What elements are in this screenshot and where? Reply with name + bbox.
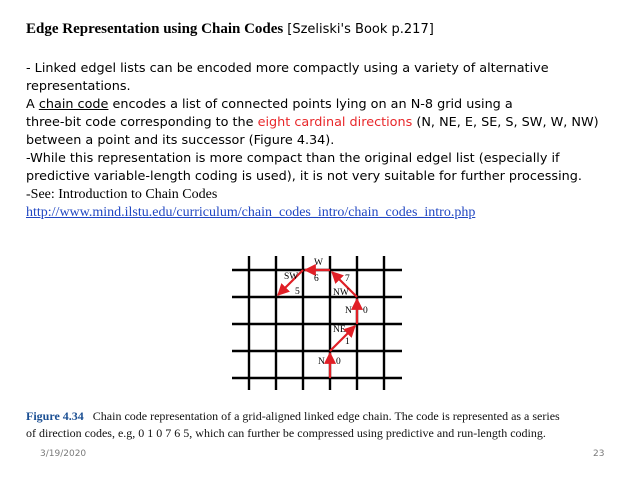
label-1: 1 <box>345 337 350 347</box>
caption-text-1: Chain code representation of a grid-aligned linked edge chain. The code is represented as a series <box>92 409 560 423</box>
title-reference: [Szeliski's Book p.217] <box>287 22 434 37</box>
body-line-3-suffix: encodes a list of connected points lying on an N-8 grid using a <box>108 97 513 112</box>
cardinal-directions-highlight: eight cardinal directions <box>257 115 413 130</box>
label-0-upper: 0 <box>363 306 368 316</box>
chain-code-figure <box>220 248 420 398</box>
label-ne: NE <box>333 325 346 335</box>
label-n-lower: N <box>318 357 325 367</box>
label-nw: NW <box>333 288 349 298</box>
label-n-upper: N <box>345 306 352 316</box>
caption-line-2: of direction codes, e.g, 0 1 0 7 6 5, which can further be compressed using predictive and run-length coding. <box>26 426 546 440</box>
body-line-3-prefix: A <box>26 97 39 112</box>
body-line-3 <box>26 96 513 114</box>
body-line-4 <box>26 114 599 132</box>
figure-caption <box>26 408 560 442</box>
label-5: 5 <box>295 287 300 297</box>
chain-codes-link-row <box>26 204 475 222</box>
label-7: 7 <box>345 274 350 284</box>
footer-date: 3/19/2020 <box>40 449 87 459</box>
title-text: Edge Representation using Chain Codes <box>26 21 284 37</box>
body-line-4-prefix: three-bit code corresponding to the <box>26 115 258 130</box>
label-0-lower: 0 <box>336 357 341 367</box>
body-line-2: representations. <box>26 79 131 94</box>
chain-codes-link[interactable]: http://www.mind.ilstu.edu/curriculum/chain_codes_intro/chain_codes_intro.php <box>26 205 476 220</box>
caption-label: Figure 4.34 <box>26 409 84 423</box>
page-number: 23 <box>593 449 605 459</box>
body-line-4-suffix: (N, NE, E, SE, S, SW, W, NW) <box>412 115 599 130</box>
body-line-7: predictive variable-length coding is used), it is not very suitable for further processing. <box>26 169 582 184</box>
body-line-5: between a point and its successor (Figure 4.34). <box>26 133 335 148</box>
caption-line-1 <box>26 408 560 425</box>
body-line-6: -While this representation is more compact than the original edgel list (especially if <box>26 151 560 166</box>
see-also-line: -See: Introduction to Chain Codes <box>26 187 218 202</box>
label-6: 6 <box>314 274 319 284</box>
slide-title <box>26 20 434 38</box>
label-w: W <box>314 258 323 268</box>
label-sw: SW <box>284 272 299 282</box>
body-line-1: - Linked edgel lists can be encoded more compactly using a variety of alternative <box>26 61 549 76</box>
chain-code-term: chain code <box>38 97 109 112</box>
